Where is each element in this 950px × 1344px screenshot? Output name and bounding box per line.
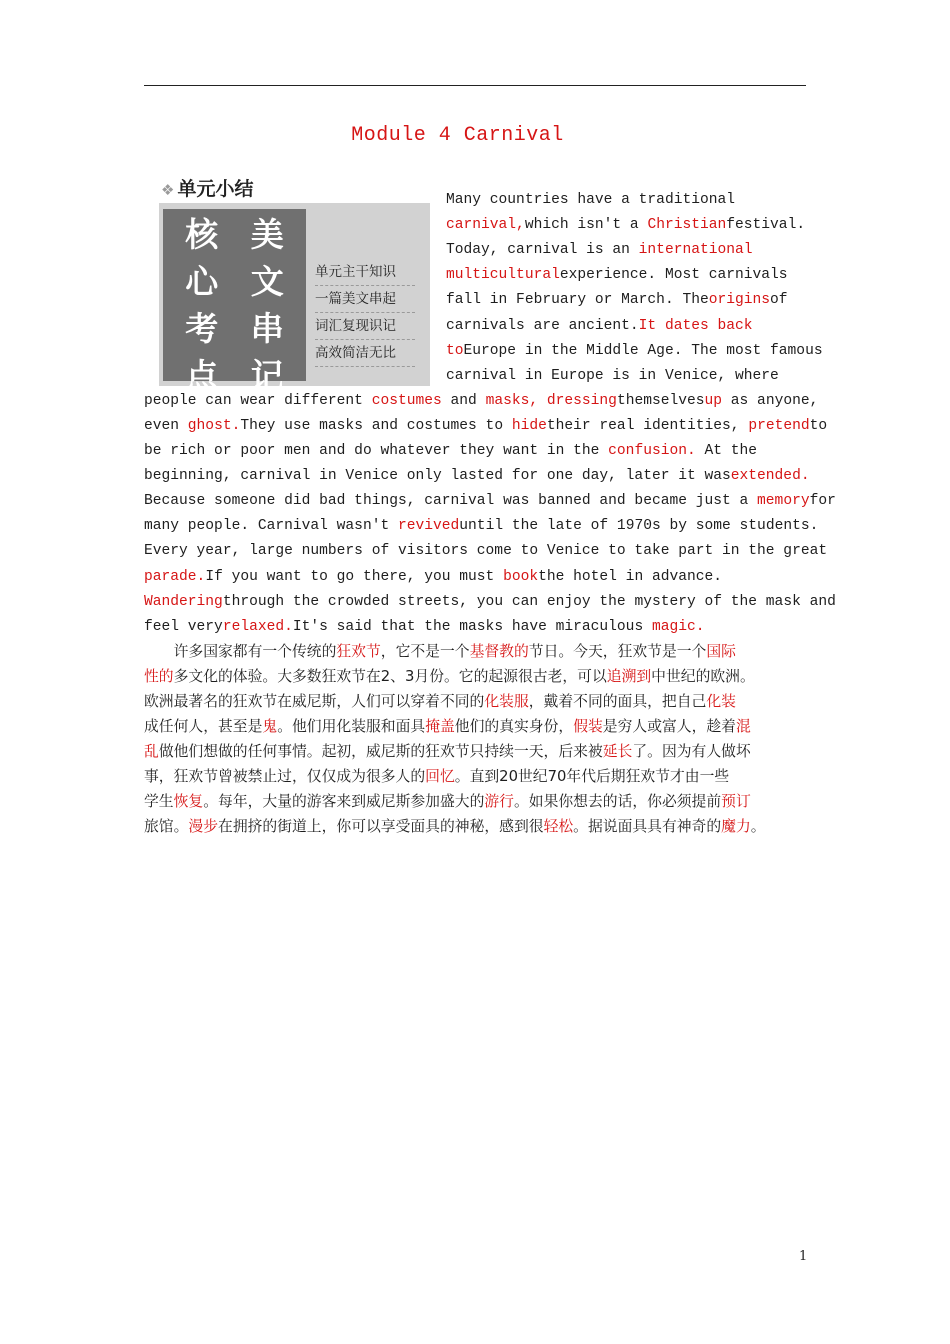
english-line bbox=[446, 263, 788, 288]
highlighted-term: 狂欢节 bbox=[336, 643, 381, 660]
text-segment: as anyone, bbox=[722, 392, 819, 409]
text-segment: festival. bbox=[726, 217, 806, 234]
english-line bbox=[446, 288, 788, 313]
text-segment: 旅馆。 bbox=[144, 818, 189, 835]
text-segment: 多文化的体验。大多数狂欢节在2、3月份。它的起源很古老，可以 bbox=[173, 668, 607, 685]
text-segment: They use masks and costumes to bbox=[240, 417, 512, 434]
text-segment: carnivals are ancient. bbox=[446, 317, 639, 334]
text-segment: Today, carnival is an bbox=[446, 242, 639, 259]
highlighted-term: masks, dressing bbox=[485, 392, 617, 409]
highlighted-term: pretend bbox=[748, 417, 810, 434]
highlighted-term: 混 bbox=[735, 718, 751, 735]
highlighted-term: 恢复 bbox=[173, 793, 204, 810]
highlighted-term: carnival, bbox=[446, 217, 525, 234]
english-line bbox=[446, 188, 735, 213]
text-segment: 学生 bbox=[144, 793, 174, 810]
highlighted-term: relaxed. bbox=[222, 618, 293, 635]
text-segment: people can wear different bbox=[144, 392, 372, 409]
text-segment: If you want to go there, you must bbox=[205, 568, 504, 585]
english-line bbox=[446, 364, 779, 389]
banner-char: 串 bbox=[250, 309, 284, 348]
banner-lines bbox=[315, 259, 415, 367]
text-segment: Europe in the Middle Age. The most famous bbox=[463, 342, 823, 359]
text-segment: be rich or poor men and do whatever they want in the bbox=[144, 443, 609, 459]
highlighted-term: 掩盖 bbox=[425, 718, 455, 735]
highlighted-term: 延长 bbox=[602, 743, 633, 760]
banner-char: 考 bbox=[185, 309, 219, 348]
highlighted-term: multicultural bbox=[446, 267, 560, 284]
text-segment: It's said that the masks have miraculous bbox=[292, 618, 652, 635]
english-line bbox=[144, 565, 722, 590]
text-segment: and bbox=[441, 392, 486, 409]
highlighted-term: 回忆 bbox=[425, 768, 455, 785]
english-line bbox=[144, 514, 818, 539]
text-segment: At the bbox=[695, 443, 758, 459]
text-segment: until the late of 1970s by some students. bbox=[459, 518, 819, 535]
text-segment: 。直到20世纪70年代后期狂欢节才由一些 bbox=[454, 768, 730, 785]
text-segment: even bbox=[144, 417, 188, 434]
english-line bbox=[144, 539, 827, 564]
english-line bbox=[446, 314, 753, 339]
text-segment: feel very bbox=[144, 618, 223, 635]
english-line bbox=[446, 238, 753, 263]
highlighted-term: origins bbox=[708, 292, 771, 309]
text-segment: carnival in Europe is in Venice, where bbox=[446, 367, 779, 384]
highlighted-term: magic. bbox=[651, 618, 705, 635]
chinese-line bbox=[144, 639, 824, 664]
highlighted-term: to bbox=[446, 342, 464, 359]
highlighted-term: extended. bbox=[730, 468, 810, 485]
banner-line: 高效简洁无比 bbox=[315, 340, 415, 367]
english-line bbox=[144, 464, 810, 489]
highlighted-term: Christian bbox=[647, 217, 727, 234]
text-segment: 在拥挤的街道上，你可以享受面具的神秘，感到很 bbox=[218, 818, 544, 835]
chinese-line bbox=[144, 739, 824, 764]
text-segment: which isn't a bbox=[524, 217, 648, 234]
text-segment: the hotel in advance. bbox=[538, 568, 723, 585]
banner-char: 记 bbox=[250, 356, 284, 395]
highlighted-term: 游行 bbox=[484, 793, 514, 810]
text-segment: 是穷人或富人，趁着 bbox=[602, 718, 736, 735]
banner-line: 词汇复现识记 bbox=[315, 313, 415, 340]
chinese-line bbox=[144, 764, 824, 789]
text-segment: 中世纪的欧洲。 bbox=[651, 668, 755, 685]
chinese-line bbox=[144, 664, 824, 689]
chinese-line bbox=[144, 689, 824, 714]
highlighted-term: It dates back bbox=[638, 317, 753, 334]
text-segment: through the crowded streets, you can enjoy the mystery of the mask and bbox=[222, 593, 836, 610]
highlighted-term: 追溯到 bbox=[606, 668, 652, 685]
chinese-translation bbox=[144, 639, 824, 839]
english-line bbox=[446, 339, 823, 364]
text-segment: Every year, large numbers of visitors come to Venice to take part in the great bbox=[144, 543, 828, 560]
highlighted-term: ghost. bbox=[187, 417, 241, 434]
text-segment: for bbox=[809, 493, 836, 510]
unit-summary-text: 单元小结 bbox=[177, 178, 254, 200]
banner-char: 文 bbox=[250, 262, 284, 301]
text-segment: 。他们用化装服和面具 bbox=[277, 718, 426, 735]
highlighted-term: book bbox=[503, 568, 539, 585]
text-segment: Many countries have a traditional bbox=[446, 192, 736, 208]
highlighted-term: Wandering bbox=[144, 593, 223, 610]
text-segment: ，它不是一个 bbox=[380, 643, 470, 660]
banner-char: 点 bbox=[185, 356, 219, 395]
english-line bbox=[144, 489, 836, 514]
english-line bbox=[446, 213, 805, 238]
banner-char-block bbox=[163, 209, 306, 395]
chinese-line bbox=[144, 714, 824, 739]
text-segment: 。每年，大量的游客来到威尼斯参加盛大的 bbox=[203, 793, 485, 810]
text-segment: to bbox=[809, 417, 828, 434]
summary-banner bbox=[159, 203, 430, 395]
text-segment: 。据说面具具有神奇的 bbox=[573, 818, 722, 835]
text-segment: 许多国家都有一个传统的 bbox=[144, 643, 337, 660]
english-line bbox=[144, 389, 818, 414]
text-segment: 他们的真实身份， bbox=[454, 718, 574, 735]
diamond-icon: ❖ bbox=[161, 181, 175, 199]
text-segment: of bbox=[770, 292, 788, 309]
highlighted-term: costumes bbox=[371, 392, 442, 409]
text-segment: 节日。今天，狂欢节是一个 bbox=[528, 643, 707, 660]
banner-line: 一篇美文串起 bbox=[315, 286, 415, 313]
text-segment: 成任何人，甚至是 bbox=[144, 718, 263, 735]
highlighted-term: 化装服 bbox=[484, 693, 529, 710]
highlighted-term: parade. bbox=[144, 568, 206, 585]
english-line bbox=[144, 439, 757, 464]
text-segment: Because someone did bad things, carnival was banned and became just a bbox=[144, 493, 758, 510]
text-segment: experience. Most carnivals bbox=[559, 267, 788, 284]
highlighted-term: 基督教的 bbox=[469, 643, 529, 660]
highlighted-term: hide bbox=[511, 417, 547, 434]
page-title: Module 4 Carnival bbox=[351, 124, 564, 147]
banner-line: 单元主干知识 bbox=[315, 259, 415, 286]
text-segment: ，戴着不同的面具，把自己 bbox=[528, 693, 707, 710]
text-segment: 了。因为有人做坏 bbox=[632, 743, 751, 760]
highlighted-term: 性的 bbox=[144, 668, 174, 685]
highlighted-term: confusion. bbox=[608, 443, 696, 459]
text-segment: their real identities, bbox=[546, 417, 749, 434]
text-segment: 事，狂欢节曾被禁止过，仅仅成为很多人的 bbox=[144, 768, 426, 785]
highlighted-term: international bbox=[638, 242, 753, 259]
highlighted-term: 假装 bbox=[573, 718, 603, 735]
highlighted-term: 轻松 bbox=[543, 818, 574, 835]
english-line bbox=[144, 590, 836, 615]
header-rule bbox=[144, 85, 806, 86]
unit-summary-label bbox=[161, 174, 253, 201]
text-segment: 做他们想做的任何事情。起初，威尼斯的狂欢节只持续一天，后来被 bbox=[158, 743, 603, 760]
page-number: 1 bbox=[799, 1249, 808, 1264]
highlighted-term: up bbox=[704, 392, 723, 409]
text-segment: 。如果你想去的话，你必须提前 bbox=[513, 793, 722, 810]
highlighted-term: 国际 bbox=[706, 643, 736, 660]
text-segment: 。 bbox=[750, 818, 766, 835]
highlighted-term: 鬼 bbox=[262, 718, 278, 735]
highlighted-term: 魔力 bbox=[721, 818, 751, 835]
text-segment: themselves bbox=[616, 392, 705, 409]
banner-char: 美 bbox=[250, 215, 284, 254]
english-line bbox=[144, 615, 705, 640]
chinese-line bbox=[144, 814, 824, 839]
text-segment: fall in February or March. The bbox=[446, 292, 709, 309]
banner-char: 心 bbox=[185, 262, 219, 301]
text-segment: beginning, carnival in Venice only lasted for one day, later it was bbox=[144, 468, 731, 485]
highlighted-term: 化装 bbox=[706, 693, 736, 710]
highlighted-term: revived bbox=[397, 518, 460, 535]
text-segment: many people. Carnival wasn't bbox=[144, 518, 398, 535]
banner-char: 核 bbox=[185, 215, 219, 254]
text-segment: 欧洲最著名的狂欢节在威尼斯，人们可以穿着不同的 bbox=[144, 693, 485, 710]
highlighted-term: 预订 bbox=[721, 793, 751, 810]
highlighted-term: memory bbox=[757, 493, 810, 510]
highlighted-term: 乱 bbox=[144, 743, 159, 760]
english-line bbox=[144, 414, 827, 439]
chinese-line bbox=[144, 789, 824, 814]
highlighted-term: 漫步 bbox=[188, 818, 219, 835]
